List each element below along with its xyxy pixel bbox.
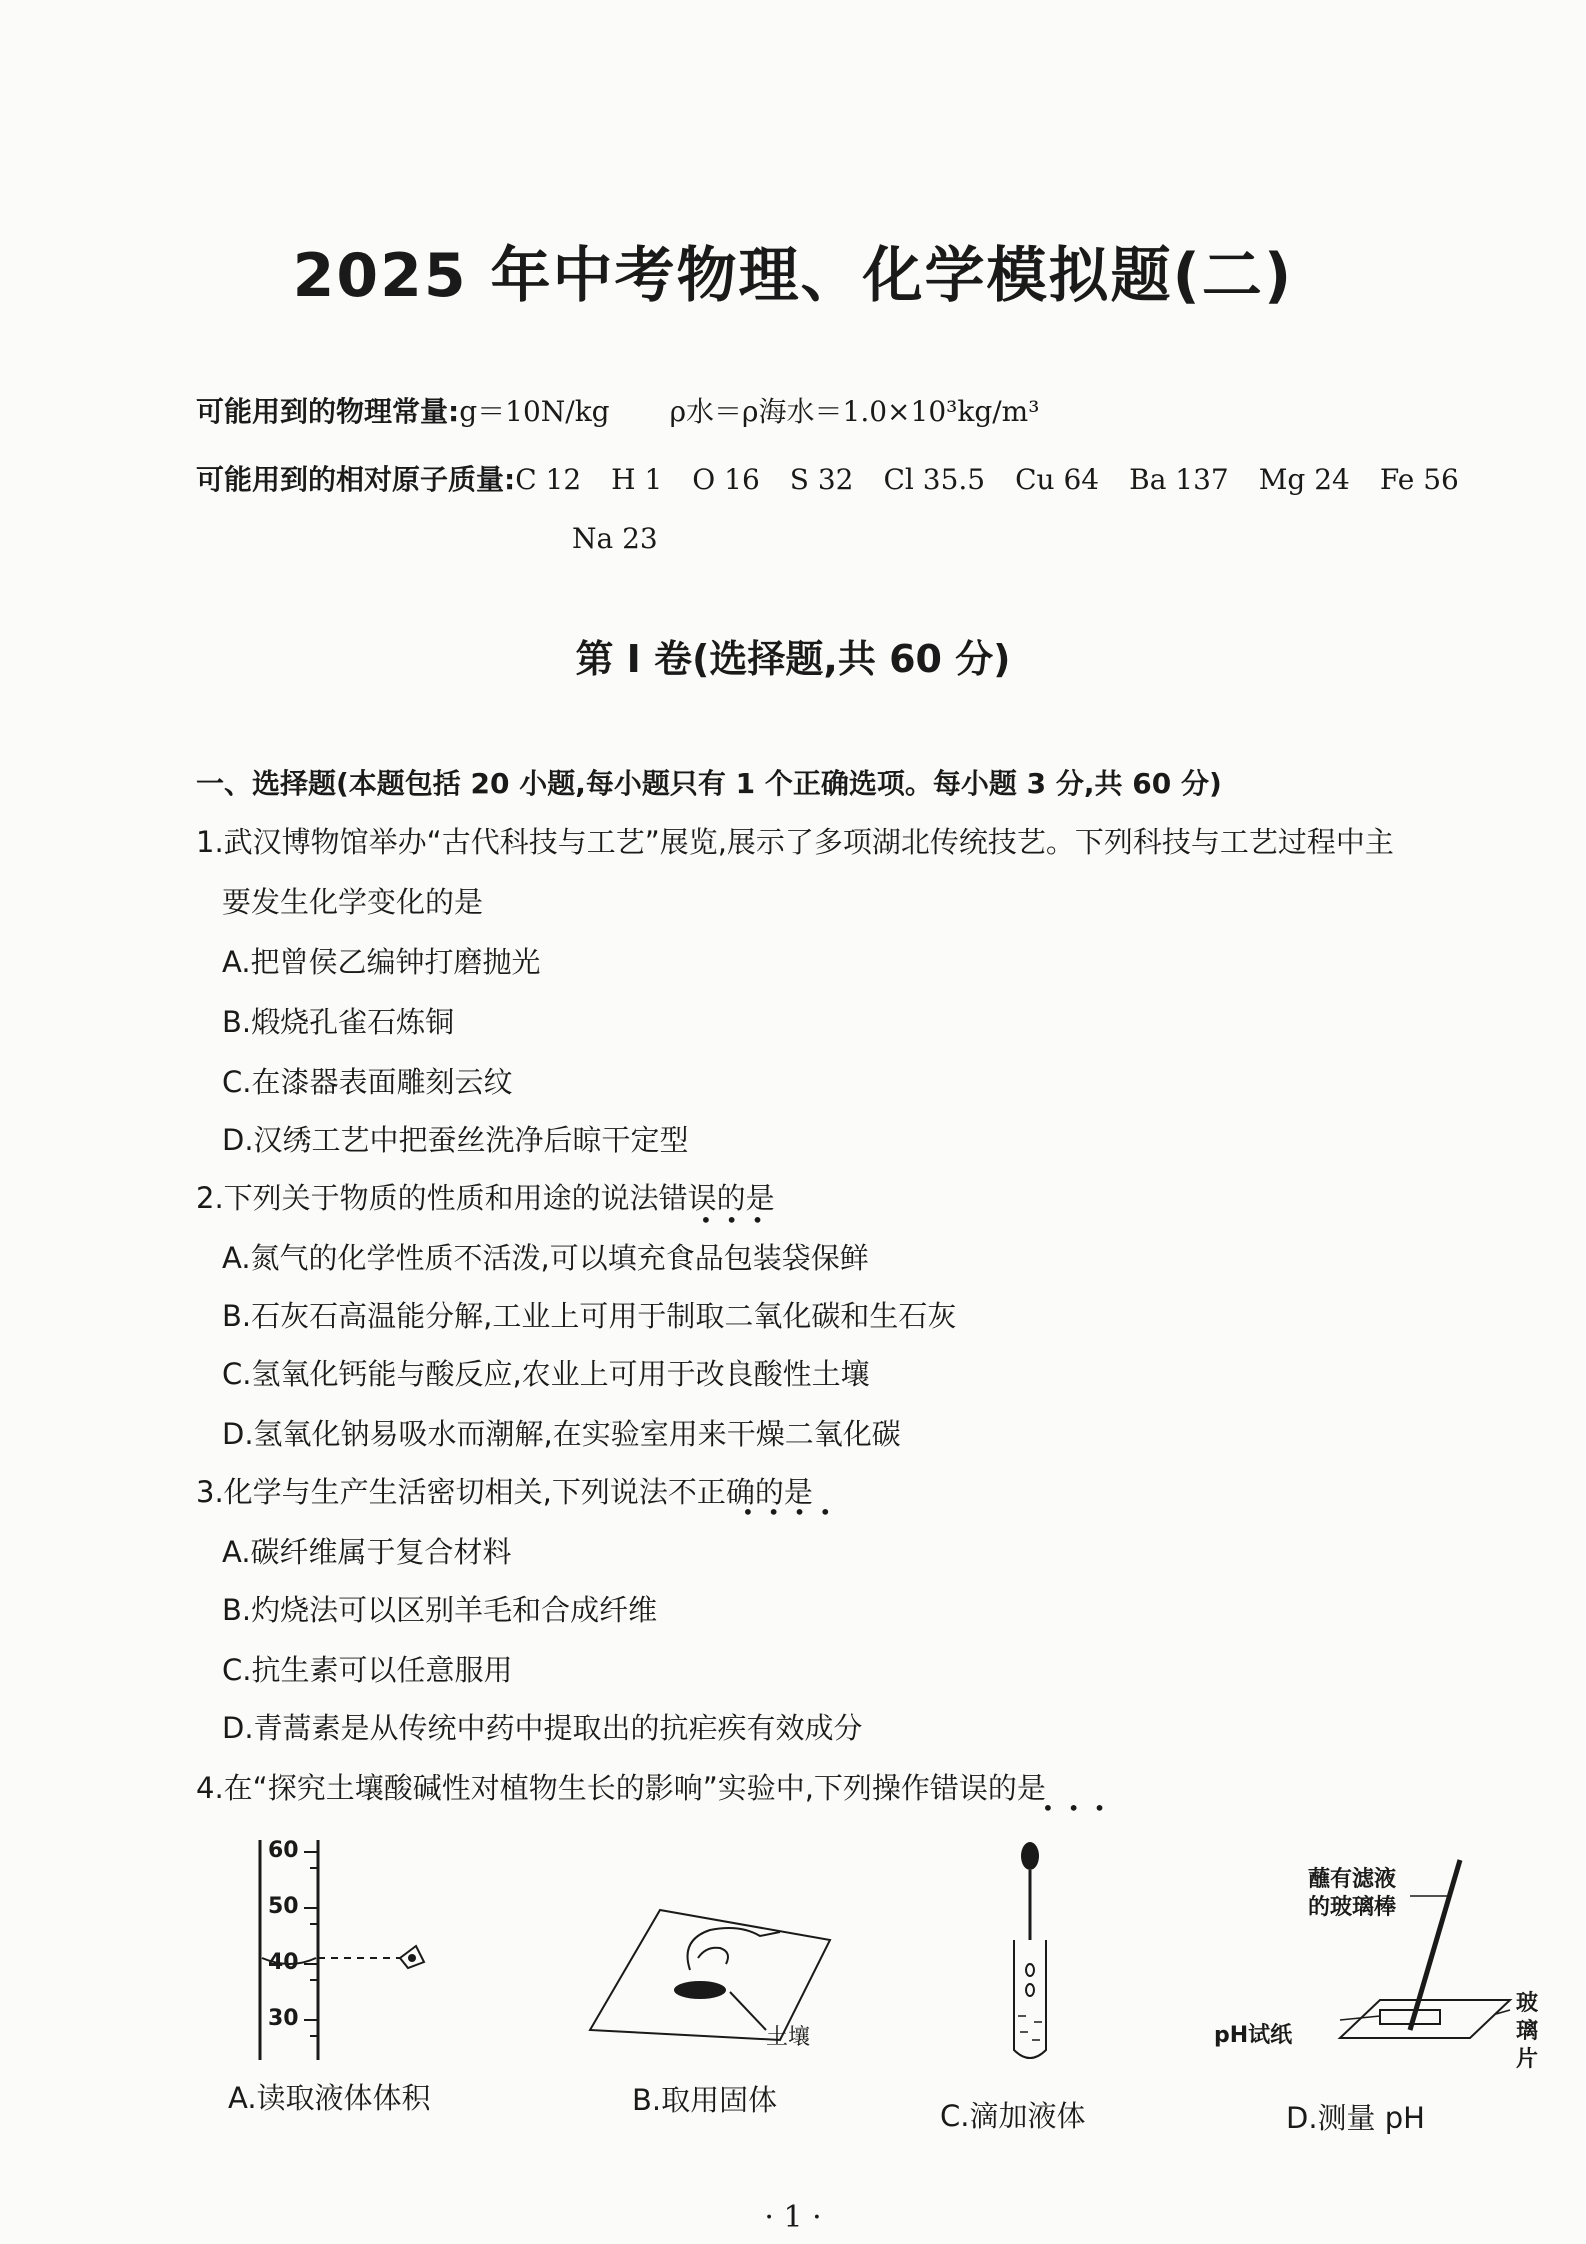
- glass-slide-char: 片: [1516, 2047, 1539, 2072]
- cylinder-tick-label: 30: [268, 2006, 299, 2031]
- atomic-mass-wrap: Na 23: [572, 522, 658, 555]
- question-1-option-d: D.汉绣工艺中把蚕丝洗净后晾干定型: [222, 1123, 689, 1157]
- figure-b-caption: B.取用固体: [632, 2083, 778, 2117]
- glass-slide-char: 璃: [1516, 2019, 1539, 2044]
- atomic-mass: S 32: [789, 463, 854, 496]
- atomic-mass: C 12: [515, 463, 582, 496]
- question-3-option-c: C.抗生素可以任意服用: [222, 1653, 513, 1687]
- figure-a-cylinder: [200, 1830, 460, 2070]
- glass-rod-label-line1: 蘸有滤液: [1308, 1867, 1397, 1892]
- constants-label: 可能用到的物理常量:: [196, 395, 460, 428]
- atomic-mass: Fe 56: [1379, 463, 1459, 496]
- emphasis-dots: ••••: [742, 1500, 846, 1524]
- atomic-mass: O 16: [692, 463, 760, 496]
- soil-label: 土壤: [766, 2025, 811, 2050]
- glass-slide-char: 玻: [1516, 1991, 1539, 2016]
- question-3-option-a: A.碳纤维属于复合材料: [222, 1535, 512, 1569]
- question-1-stem-cont: 要发生化学变化的是: [222, 885, 484, 919]
- atomic-masses-label: 可能用到的相对原子质量:: [196, 463, 516, 496]
- question-1-option-b: B.煅烧孔雀石炼铜: [222, 1005, 455, 1039]
- figure-c-dropper: [990, 1840, 1070, 2090]
- atomic-mass: H 1: [611, 463, 663, 496]
- question-3-option-b: B.灼烧法可以区别羊毛和合成纤维: [222, 1593, 658, 1627]
- constant-density: ρ水＝ρ海水＝1.0×10³kg/m³: [669, 395, 1040, 428]
- cylinder-tick-label: 40: [268, 1950, 299, 1975]
- atomic-mass: Cu 64: [1015, 463, 1100, 496]
- question-2-option-c: C.氢氧化钙能与酸反应,农业上可用于改良酸性土壤: [222, 1357, 870, 1391]
- cylinder-tick-label: 60: [268, 1838, 299, 1863]
- question-4-stem: 4.在“探究土壤酸碱性对植物生长的影响”实验中,下列操作错误的是: [196, 1771, 1046, 1805]
- question-2-option-b: B.石灰石高温能分解,工业上可用于制取二氧化碳和生石灰: [222, 1299, 957, 1333]
- figure-c-caption: C.滴加液体: [940, 2099, 1086, 2133]
- question-2-stem: 2.下列关于物质的性质和用途的说法错误的是: [196, 1181, 775, 1215]
- constant-g: g＝10N/kg: [459, 395, 610, 428]
- cylinder-tick-label: 50: [268, 1894, 299, 1919]
- question-1-option-a: A.把曾侯乙编钟打磨抛光: [222, 945, 541, 979]
- physics-constants: [196, 390, 1039, 430]
- question-1-stem: 1.武汉博物馆举办“古代科技与工艺”展览,展示了多项湖北传统技艺。下列科技与工艺过程中主: [196, 825, 1394, 859]
- emphasis-dots: •••: [1042, 1796, 1120, 1820]
- atomic-mass: Cl 35.5: [883, 463, 986, 496]
- question-2-option-a: A.氮气的化学性质不活泼,可以填充食品包装袋保鲜: [222, 1241, 869, 1275]
- atomic-masses: [196, 458, 1489, 498]
- atomic-mass: Ba 137: [1129, 463, 1229, 496]
- emphasis-dots: •••: [700, 1208, 778, 1232]
- question-3-stem: 3.化学与生产生活密切相关,下列说法不正确的是: [196, 1475, 813, 1509]
- question-3-option-d: D.青蒿素是从传统中药中提取出的抗疟疾有效成分: [222, 1711, 863, 1745]
- page-number: · 1 ·: [764, 2200, 822, 2235]
- figure-a-caption: A.读取液体体积: [228, 2081, 431, 2115]
- part1-instructions: 一、选择题(本题包括 20 小题,每小题只有 1 个正确选项。每小题 3 分,共 60 分): [196, 767, 1222, 800]
- ph-paper-label: pH试纸: [1214, 2023, 1293, 2048]
- atomic-mass: Mg 24: [1258, 463, 1350, 496]
- exam-title: 2025 年中考物理、化学模拟题(二): [292, 241, 1294, 311]
- glass-rod-label-line2: 的玻璃棒: [1308, 1895, 1397, 1920]
- section-title: 第 Ⅰ 卷(选择题,共 60 分): [575, 637, 1011, 681]
- question-2-option-d: D.氢氧化钠易吸水而潮解,在实验室用来干燥二氧化碳: [222, 1417, 901, 1451]
- figure-d-caption: D.测量 pH: [1286, 2101, 1425, 2135]
- question-1-option-c: C.在漆器表面雕刻云纹: [222, 1065, 513, 1099]
